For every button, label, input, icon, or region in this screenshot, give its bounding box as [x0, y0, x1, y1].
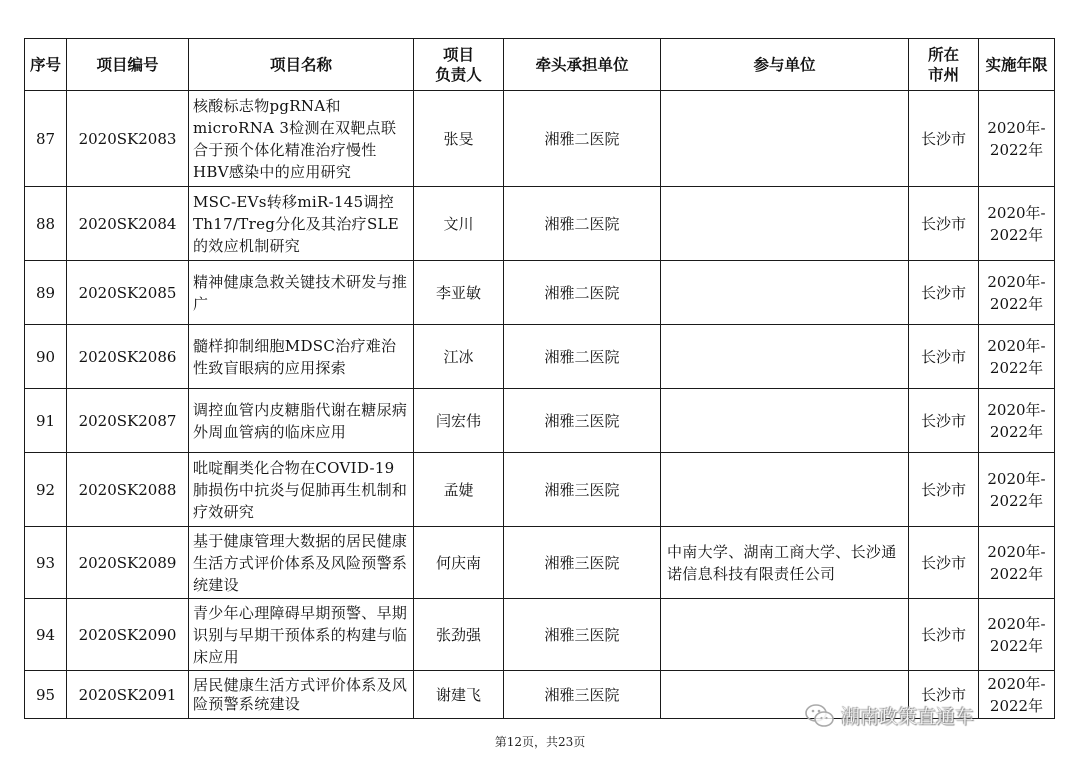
- row-number: 90: [25, 325, 67, 389]
- period-end: 2022年: [989, 422, 1044, 441]
- city: 长沙市: [909, 453, 979, 527]
- city: 长沙市: [909, 187, 979, 261]
- lead-unit: 湘雅二医院: [504, 325, 661, 389]
- project-name: 调控血管内皮糖脂代谢在糖尿病外周血管病的临床应用: [189, 389, 414, 453]
- lead-unit: 湘雅二医院: [504, 187, 661, 261]
- project-code: 2020SK2090: [67, 599, 189, 671]
- project-code: 2020SK2083: [67, 91, 189, 187]
- header-name: 项目名称: [189, 39, 414, 91]
- period-end: 2022年: [989, 358, 1044, 377]
- header-leader-line1: 项目: [442, 45, 474, 64]
- lead-unit: 湘雅三医院: [504, 453, 661, 527]
- period-end: 2022年: [989, 636, 1044, 655]
- lead-unit: 湘雅三医院: [504, 527, 661, 599]
- watermark-text: 湖南政策直通车: [841, 706, 975, 728]
- project-code: 2020SK2087: [67, 389, 189, 453]
- page-footer: 第12页，共23页: [494, 735, 586, 749]
- period-start: 2020年-: [987, 469, 1046, 488]
- period: [979, 527, 1055, 599]
- period-start: 2020年-: [987, 542, 1046, 561]
- table-header-row: [25, 39, 1055, 91]
- city: 长沙市: [909, 599, 979, 671]
- header-city-line1: 所在: [927, 45, 959, 64]
- header-code: 项目编号: [67, 39, 189, 91]
- header-leader-line2: 负责人: [435, 65, 482, 84]
- table-body: [25, 91, 1055, 719]
- partner-units: [661, 325, 909, 389]
- table-row: [25, 599, 1055, 671]
- header-leader: [414, 39, 504, 91]
- city: 长沙市: [909, 261, 979, 325]
- period-start: 2020年-: [987, 203, 1046, 222]
- partner-units: 中南大学、湖南工商大学、长沙通诺信息科技有限责任公司: [661, 527, 909, 599]
- project-leader: 文川: [414, 187, 504, 261]
- period-end: 2022年: [989, 225, 1044, 244]
- period: [979, 187, 1055, 261]
- period-end: 2022年: [989, 491, 1044, 510]
- project-code: 2020SK2091: [67, 671, 189, 719]
- project-name: 基于健康管理大数据的居民健康生活方式评价体系及风险预警系统建设: [189, 527, 414, 599]
- period-start: 2020年-: [987, 674, 1046, 693]
- lead-unit: 湘雅三医院: [504, 389, 661, 453]
- row-number: 89: [25, 261, 67, 325]
- row-number: 92: [25, 453, 67, 527]
- project-name: 精神健康急救关键技术研发与推广: [189, 261, 414, 325]
- project-name: 吡啶酮类化合物在COVID-19肺损伤中抗炎与促肺再生机制和疗效研究: [189, 453, 414, 527]
- table-row: [25, 325, 1055, 389]
- watermark: [805, 702, 974, 729]
- project-code: 2020SK2085: [67, 261, 189, 325]
- project-name: 青少年心理障碍早期预警、早期识别与早期干预体系的构建与临床应用: [189, 599, 414, 671]
- period-start: 2020年-: [987, 614, 1046, 633]
- lead-unit: 湘雅二医院: [504, 261, 661, 325]
- row-number: 88: [25, 187, 67, 261]
- project-code: 2020SK2086: [67, 325, 189, 389]
- table-row: [25, 453, 1055, 527]
- table-row: [25, 91, 1055, 187]
- header-lead-unit: 牵头承担单位: [504, 39, 661, 91]
- city: 长沙市: [909, 91, 979, 187]
- lead-unit: 湘雅三医院: [504, 599, 661, 671]
- period: [979, 671, 1055, 719]
- table-row: [25, 389, 1055, 453]
- project-leader: 张旻: [414, 91, 504, 187]
- project-leader: 闫宏伟: [414, 389, 504, 453]
- partner-units: [661, 453, 909, 527]
- period: [979, 261, 1055, 325]
- period-end: 2022年: [989, 564, 1044, 583]
- period-start: 2020年-: [987, 118, 1046, 137]
- project-leader: 李亚敏: [414, 261, 504, 325]
- period-start: 2020年-: [987, 336, 1046, 355]
- project-name: MSC-EVs转移miR-145调控Th17/Treg分化及其治疗SLE的效应机制研究: [189, 187, 414, 261]
- period: [979, 389, 1055, 453]
- project-leader: 孟婕: [414, 453, 504, 527]
- project-name: 居民健康生活方式评价体系及风险预警系统建设: [189, 671, 414, 719]
- period-start: 2020年-: [987, 272, 1046, 291]
- city: 长沙市: [909, 389, 979, 453]
- project-leader: 张劲强: [414, 599, 504, 671]
- project-name: 核酸标志物pgRNA和microRNA 3检测在双靶点联合于预个体化精准治疗慢性HBV感染中的应用研究: [189, 91, 414, 187]
- period: [979, 599, 1055, 671]
- row-number: 95: [25, 671, 67, 719]
- city: 长沙市: [909, 325, 979, 389]
- header-city-line2: 市州: [927, 65, 959, 84]
- partner-units: [661, 599, 909, 671]
- table-row: [25, 261, 1055, 325]
- period: [979, 91, 1055, 187]
- header-period: 实施年限: [979, 39, 1055, 91]
- row-number: 91: [25, 389, 67, 453]
- header-no: 序号: [25, 39, 67, 91]
- city: 长沙市: [909, 671, 979, 719]
- partner-units: [661, 91, 909, 187]
- project-table: [24, 38, 1055, 719]
- project-code: 2020SK2084: [67, 187, 189, 261]
- period-start: 2020年-: [987, 400, 1046, 419]
- project-leader: 何庆南: [414, 527, 504, 599]
- row-number: 87: [25, 91, 67, 187]
- project-name: 髓样抑制细胞MDSC治疗难治性致盲眼病的应用探索: [189, 325, 414, 389]
- wechat-icon: [805, 703, 835, 729]
- period-end: 2022年: [989, 696, 1044, 715]
- partner-units: [661, 261, 909, 325]
- project-code: 2020SK2088: [67, 453, 189, 527]
- city: 长沙市: [909, 527, 979, 599]
- project-code: 2020SK2089: [67, 527, 189, 599]
- header-city: [909, 39, 979, 91]
- header-partners: 参与单位: [661, 39, 909, 91]
- row-number: 93: [25, 527, 67, 599]
- table-row: [25, 187, 1055, 261]
- period-end: 2022年: [989, 294, 1044, 313]
- table-row: [25, 527, 1055, 599]
- row-number: 94: [25, 599, 67, 671]
- lead-unit: 湘雅二医院: [504, 91, 661, 187]
- partner-units: [661, 187, 909, 261]
- period-end: 2022年: [989, 140, 1044, 159]
- period: [979, 453, 1055, 527]
- project-leader: 江冰: [414, 325, 504, 389]
- project-leader: 谢建飞: [414, 671, 504, 719]
- period: [979, 325, 1055, 389]
- lead-unit: 湘雅三医院: [504, 671, 661, 719]
- partner-units: [661, 389, 909, 453]
